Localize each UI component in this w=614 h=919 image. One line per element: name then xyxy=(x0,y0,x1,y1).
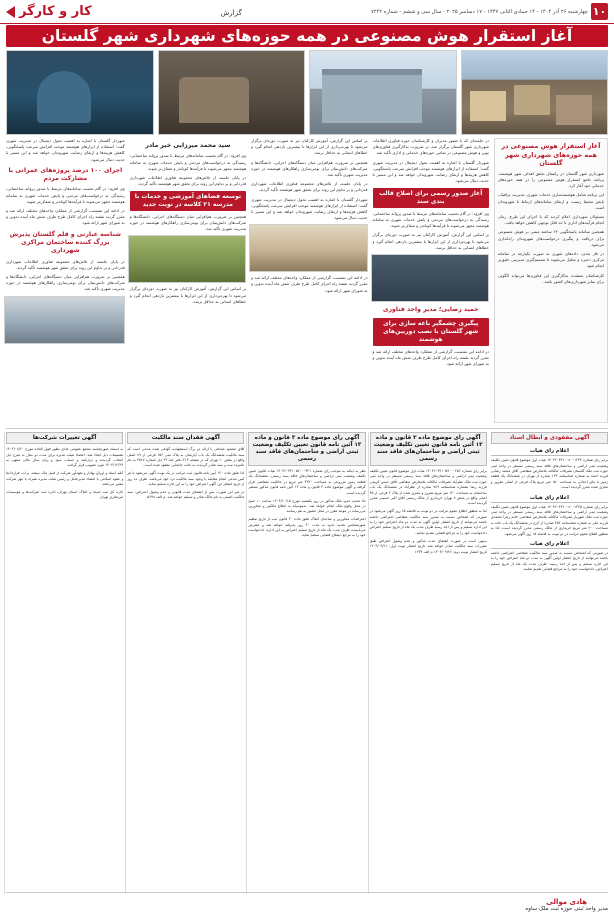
brand-logo xyxy=(6,4,92,19)
article-text xyxy=(373,349,489,368)
page-number: ۱۰ xyxy=(592,5,607,18)
section-divider xyxy=(6,428,608,429)
article-column-2 xyxy=(373,138,489,423)
photo-city-construction xyxy=(461,50,609,135)
article-paragraph: در پایان جلسه، از تلاش‌های مجموعه فناوری اطلاعات شهرداری قدردانی و بر تداوم این روند برای تحقق شهر هوشمند تأکید گردید. xyxy=(251,181,368,193)
article-column-5 xyxy=(6,138,125,423)
section-title: گزارش xyxy=(220,8,242,17)
article-paragraph: شهردار گلستان با اشاره به اهمیت تحول دیجیتال در مدیریت شهری گفت: استفاده از ابزارهای هوشمند موجب افزایش سرعت پاسخگویی، کاهش هزینه‌ها و ارتقای رضایت شهروندان خواهد شد و این مسیر با جدیت دنبال می‌شود. xyxy=(372,159,489,184)
footer-divider xyxy=(6,892,608,893)
ad-column-3 xyxy=(248,432,365,894)
ad-text xyxy=(6,447,123,501)
ad-text xyxy=(370,469,487,555)
ad-paragraph: لذا تحدید حدود ملک مذکور در روز یکشنبه مورخ ۱۴۰۴/۱۰/۱۵ ساعت ۱۰ صبح در محل وقوع ملک انجام خواهد شد. بدینوسیله به اطلاع مالکین و مجاورین می‌رساند در موعد مقرر در محل حضور به هم رسانند. xyxy=(248,498,366,514)
column-rule xyxy=(246,432,247,894)
ad-text xyxy=(491,458,608,490)
article-paragraph: همچنین بر ضرورت هم‌افزایی میان دستگاه‌های اجرایی، دانشگاه‌ها و شرکت‌های دانش‌بنیان برای بومی‌سازی راهکارهای هوشمند در حوزه مدیریت شهری تأکید شد. xyxy=(129,213,247,232)
ad-column-4 xyxy=(127,432,244,894)
article-text xyxy=(130,286,246,305)
ad-column-2-title: آگهی رای موضوع ماده ۳ قانون و ماده ۱۳ آئین نامه قانون تعیین تکلیف وضعیت ثبتی اراضی و ساختمان‌های فاقد سند رسمی xyxy=(370,432,487,466)
article-paragraph: وی افزود: در گام نخست سامانه‌های مرتبط با صدور پروانه ساختمانی، رسیدگی به درخواست‌های مردمی و پایش خدمات شهری به سامانه هوشمند مجهز می‌شوند تا فرآیندها کوتاه‌تر و شفاف‌تر شوند. xyxy=(372,210,489,229)
summary-paragraph: مسئولان شهرداری اعلام کردند که با اجرای این طرح، زمان انجام فرآیندهای اداری تا حد قابل توجهی کاهش خواهد یافت. xyxy=(497,214,604,226)
photo-mayor-portrait xyxy=(6,50,154,135)
ad-column-1 xyxy=(491,432,608,894)
article-text xyxy=(251,138,367,221)
photo-municipality-building xyxy=(309,50,457,135)
article-paragraph: بر اساس این گزارش، آموزش کارکنان نیز به صورت دوره‌ای برگزار می‌شود تا بهره‌برداری از این ابزارها با بیشترین بازدهی انجام گیرد و خطاهای انسانی به حداقل برسد. xyxy=(129,286,247,304)
ad-text xyxy=(491,551,608,573)
article-paragraph: شهردار گلستان با اشاره به اهمیت تحول دیجیتال در مدیریت شهری گفت: استفاده از ابزارهای هوشمند موجب افزایش سرعت پاسخگویی، کاهش هزینه‌ها و ارتقای رضایت شهروندان خواهد شد و این مسیر با جدیت دنبال می‌شود. xyxy=(5,138,125,162)
ad-subtitle: اعلام رای هیات xyxy=(491,448,608,456)
triangle-icon xyxy=(6,6,15,18)
dateline: چهارشنبه ۲۶ آذر ۱۴۰۴ - ۱۴ جمادی الثانی ۱۴۴۷ - ۱۷ دسامبر ۲۰۲۵ - سال سی و ششم - شماره ۷۲۲۲ xyxy=(370,8,588,15)
footer xyxy=(6,895,608,915)
ad-column-5 xyxy=(6,432,123,894)
summary-title: آغاز استقرار هوش مصنوعی در همه حوزه‌های شهرداری شهر گلستان xyxy=(501,142,601,168)
photo-caption-2: حمید رضایی؛ مدیر واحد فناوری xyxy=(382,306,479,314)
ad-text xyxy=(248,469,365,539)
article-body xyxy=(6,138,608,423)
article-text xyxy=(6,259,125,293)
ad-paragraph: آقای محمود صادقی با ارائه دو برگ استشهادیه گواهی شده مدعی است که سند مالکیت ششدانگ یک باب آپارتمان به پلاک ثبتی ۱۵۶ فرعی از ۸۹ اصلی واقع در بخش ۱۰ تهران که در صفحه ۲۱۴ دفتر جلد ۳۲ ذیل شماره ۴۵۶۷ به نام نامبرده ثبت و سند صادر گردیده، به علت جابجایی مفقود شده است. xyxy=(127,447,245,468)
signature-name: هادی موالی xyxy=(546,898,588,906)
ad-column-1-title: آگهی مفقودی و ابطال اسناد xyxy=(491,432,608,444)
ad-subtitle: اعلام رای هیات xyxy=(491,541,608,549)
ad-subtitle: اعلام رای هیات xyxy=(491,495,608,503)
ad-paragraph: اداره کل ثبت اسناد و املاک استان تهران، اداره ثبت شرکت‌ها و موسسات غیرتجاری تهران xyxy=(5,490,124,500)
ad-column-2 xyxy=(370,432,487,894)
ad-paragraph: در صورتی که اشخاص نسبت به صدور سند مالکیت متقاضی اعتراضی داشته باشند می‌توانند از تاریخ انتشار اولین آگهی به مدت دو ماه اعتراض خود را به این اداره تسلیم و پس از اخذ رسید، ظرف مدت یک ماه از تاریخ تسلیم اعتراض، دادخواست خود را به مراجع قضایی تقدیم نمایند. xyxy=(490,550,608,572)
photo-caption-1: سید محمد میرزایی خیر مادر xyxy=(145,142,231,149)
article-paragraph: بر اساس این گزارش، آموزش کارکنان نیز به صورت دوره‌ای برگزار می‌شود تا بهره‌برداری از این ابزارها با بیشترین بازدهی انجام گیرد و خطاهای انسانی به حداقل برسد. xyxy=(251,138,368,156)
article-column-3 xyxy=(251,138,367,423)
photo-meeting-room xyxy=(158,50,306,135)
photo-official-portrait xyxy=(371,254,489,302)
ad-paragraph: به استناد صورتجلسه مجمع عمومی عادی بطور فوق العاده مورخ ۱۴۰۴/۰۸/۲۰ تصمیمات ذیل اتخاذ شد: اعضاء هیئت مدیره برای مدت دو سال به شرح ذیل انتخاب گردیدند و ترازنامه و حساب سود و زیان سال مالی منتهی به ۱۴۰۳/۱۲/۲۹ مورد تصویب قرار گرفت. xyxy=(5,447,124,468)
article-column-4 xyxy=(130,138,246,423)
photo-street-view xyxy=(4,296,125,344)
ad-paragraph: برابر رای شماره ۱۴۰۴۶۰۳۳۱۰۵۷۰۰۰۲۵۶ هیات اول موضوع قانون تعیین تکلیف وضعیت ثبتی اراضی و ساختمان‌های فاقد سند رسمی مستقر در واحد ثبتی حوزه ثبت ملک نظرآباد تصرفات مالکانه بلامعارض متقاضی آقای حسن کریمی فرزند رضا بشماره شناسنامه ۷۸۹ صادره از نظرآباد در ششدانگ یک باب ساختمان به مساحت ۱۲۰ متر مربع مفروز و مجزی شده از پلاک ۲ فرعی از ۴۵ اصلی واقع در بخش ۸ تهران خریداری از مالک رسمی آقای اکبر حسینی محرز گردیده است. xyxy=(369,469,487,506)
ad-column-4-title: آگهی فقدان سند مالکیت xyxy=(127,432,244,444)
ad-column-center-title: آگهی رای موضوع ماده ۳ قانون و ماده ۱۳ آئین نامه قانون تعیین تکلیف وضعیت ثبتی اراضی و ساختمان‌های فاقد سند رسمی xyxy=(248,432,365,466)
summary-paragraph: شهرداری شهر گلستان در راستای تحقق اهداف شهر هوشمند، برنامه جامع استقرار هوش مصنوعی را در همه حوزه‌های خدماتی خود آغاز کرد. xyxy=(497,170,604,189)
article-lead xyxy=(373,138,489,184)
ad-paragraph: برابر رای شماره ۱۴۰۳۶۰۳۳۱۰۰۸۰۰۱۲۳۵ هیات اول موضوع قانون تعیین تکلیف وضعیت ثبتی اراضی و ساختمان‌های فاقد سند رسمی مستقر در واحد ثبتی حوزه ثبت ملک شهریار تصرفات مالکانه بلامعارض متقاضی خانم زهرا محمدی فرزند علی به شماره شناسنامه ۴۵۶ صادره از کرج در ششدانگ یک باب خانه به مساحت ۲۰۰ متر مربع خریداری از مالک رسمی محرز گردیده است. لذا به منظور اطلاع عموم مراتب در دو نوبت به فاصله ۱۵ روز آگهی می‌شود. xyxy=(490,504,608,536)
article-paragraph: همچنین بر ضرورت هم‌افزایی میان دستگاه‌های اجرایی، دانشگاه‌ها و شرکت‌های دانش‌بنیان برای بومی‌سازی راهکارهای هوشمند در حوزه مدیریت شهری تأکید شد. xyxy=(5,274,125,292)
summary-text xyxy=(498,171,604,285)
photo-strip xyxy=(6,50,608,135)
article-text xyxy=(130,214,246,233)
ad-paragraph: بدیهی است در صورت انقضای مدت مذکور و عدم وصول اعتراض طبق مقررات سند مالکیت صادر خواهد شد. تاریخ انتشار نوبت اول: ۱۴۰۴/۰۹/۱۱ تاریخ انتشار نوبت دوم: ۱۴۰۴/۰۹/۲۶ م الف ۱۲۳۴ xyxy=(369,538,487,554)
photo-document-signing xyxy=(249,224,367,272)
article-text xyxy=(373,211,489,251)
column-rule xyxy=(125,432,126,894)
ad-column-5-title: آگهی تغییرات شرکت‌ها xyxy=(6,432,123,444)
article-paragraph: وی افزود: در گام نخست سامانه‌های مرتبط با صدور پروانه ساختمانی، رسیدگی به درخواست‌های مردمی و پایش خدمات شهری به سامانه هوشمند مجهز می‌شوند تا فرآیندها کوتاه‌تر و شفاف‌تر شوند. xyxy=(129,153,247,171)
article-text xyxy=(130,153,246,187)
subhead-education-spaces: توسعه فضاهای آموزشی و خدمات با مدرسه ۲۱ کلاسه در نوبت جدید xyxy=(130,191,246,211)
article-paragraph: در ادامه این نشست، گزارشی از عملکرد واحدهای مختلف ارائه شد و مقرر گردید نقشه راه اجرای کامل طرح ظرف شش ماه آینده تدوین و به شورای شهر ارائه شود. xyxy=(372,348,489,367)
ad-paragraph: کلیه اسناد و اوراق بهادار و تعهدآور شرکت از قبیل چک، سفته، برات، قراردادها و عقود اسلامی با امضاء مدیرعامل و رئیس هیئت مدیره همراه با مهر شرکت معتبر می‌باشد. xyxy=(5,471,124,487)
subhead-ai-deployment: آغاز صدور رسمی برای اصلاح قالب بندی سند xyxy=(373,188,489,208)
ad-paragraph: برابر رای شماره ۱۴۰۳۶۰۳۳۱۰۰۸۰۰۱۲۳۴ هیات اول موضوع قانون تعیین تکلیف وضعیت ثبتی اراضی و ساختمان‌های فاقد سند رسمی مستقر در واحد ثبتی حوزه ثبت ملک گلستان تصرفات مالکانه بلامعارض متقاضی آقای محمد رضایی فرزند احمد به شماره شناسنامه ۱۲۳ صادره از تهران در ششدانگ یک قطعه زمین با بنای احداثی به مساحت ۱۵۰ متر مربع پلاک فرعی از اصلی مفروز و مجزی شده محرز گردیده است. xyxy=(490,458,608,490)
ad-paragraph: در غیر این صورت پس از انقضای مدت قانونی و عدم وصول اعتراض، سند مالکیت المثنی به نام مالک صادر و تسلیم خواهد شد. م الف ۵۶۷۸ xyxy=(127,490,245,500)
summary-column xyxy=(494,138,608,423)
column-rule xyxy=(368,432,369,894)
article-paragraph: در ادامه این نشست، گزارشی از عملکرد واحدهای مختلف ارائه شد و مقرر گردید نقشه راه اجرای کامل طرح ظرف شش ماه آینده تدوین و به شورای شهر ارائه شود. xyxy=(251,275,368,293)
ad-paragraph: لذا به منظور اطلاع عموم مراتب در دو نوبت به فاصله ۱۵ روز آگهی می‌شود در صورتی که اشخاص نسبت به صدور سند مالکیت متقاضی اعتراضی داشته باشند می‌توانند از تاریخ انتشار اولین آگهی به مدت دو ماه اعتراض خود را به این اداره تسلیم و پس از اخذ رسید ظرف مدت یک ماه از تاریخ تسلیم اعتراض دادخواست خود را به مراجع قضایی تقدیم نمایند. xyxy=(369,509,487,535)
article-paragraph: همچنین بر ضرورت هم‌افزایی میان دستگاه‌های اجرایی، دانشگاه‌ها و شرکت‌های دانش‌بنیان برای بومی‌سازی راهکارهای هوشمند در حوزه مدیریت شهری تأکید شد. xyxy=(251,159,368,177)
summary-paragraph: کارشناسان معتقدند به‌کارگیری این فناوری‌ها می‌تواند الگویی برای سایر شهرداری‌های کشور باشد. xyxy=(497,272,604,284)
article-paragraph: در ادامه این نشست، گزارشی از عملکرد واحدهای مختلف ارائه شد و مقرر گردید نقشه راه اجرای کامل طرح ظرف شش ماه آینده تدوین و به شورای شهر ارائه شود. xyxy=(5,208,125,226)
ad-text xyxy=(127,447,244,501)
ad-paragraph: لذا طبق ماده ۱۲۰ آیین نامه قانون ثبت مراتب در یک نوبت آگهی می‌شود تا هر کس مدعی انجام معامله یا وجود سند مالکیت نزد خود می‌باشد، ظرف ده روز از تاریخ انتشار این آگهی اعتراض خود را به این اداره تسلیم نماید. xyxy=(127,471,245,487)
article-text xyxy=(251,275,367,294)
summary-paragraph: همچنین سامانه پاسخگویی ۲۴ ساعته مبتنی بر هوش مصنوعی برای دریافت و پیگیری درخواست‌های شهروندان راه‌اندازی می‌شود. xyxy=(497,229,604,247)
article-paragraph: وی افزود: در گام نخست سامانه‌های مرتبط با صدور پروانه ساختمانی، رسیدگی به درخواست‌های مردمی و پایش خدمات شهری به سامانه هوشمند مجهز می‌شوند تا فرآیندها کوتاه‌تر و شفاف‌تر شوند. xyxy=(5,186,125,204)
summary-panel xyxy=(494,138,608,423)
article-paragraph: در پایان جلسه، از تلاش‌های مجموعه فناوری اطلاعات شهرداری قدردانی و بر تداوم این روند برای تحقق شهر هوشمند تأکید گردید. xyxy=(5,258,125,270)
summary-paragraph: این برنامه شامل هوشمندسازی خدمات شهری، مدیریت ترافیک، پایش محیط زیست و ارتقای سامانه‌های ارتباط با شهروندان است. xyxy=(497,192,604,210)
brand-name: کار و کارگر xyxy=(19,4,92,19)
ad-text xyxy=(491,505,608,537)
article-text xyxy=(6,186,125,226)
lead-paragraph: در جلسه‌ای که با حضور مدیران و کارشناسان حوزه فناوری اطلاعات شهرداری شهر گلستان برگزار شد، بر ضرورت به‌کارگیری فناوری‌های نوین و هوش مصنوعی در تمامی حوزه‌های خدماتی و اداری تأکید شد. xyxy=(372,138,489,156)
signature-block xyxy=(525,898,608,912)
ad-paragraph: نظر به اینکه به موجب رای شماره ۱۴۰۴۶۰۳۳۱۰۵۷۰۰۰۳۲۱ هیات قانون تعیین تکلیف وضعیت ثبتی اراضی و ساختمان‌های فاقد سند رسمی، ششدانگ یک قطعه زمین مزروعی به مساحت ۴۳۲۰ متر مربع در مالکیت متقاضی قرار گرفته و آگهی موضوع ماده ۳ قانون و ماده ۱۳ آئین نامه قانون مذکور منتشر گردیده است. xyxy=(248,469,366,495)
masthead xyxy=(0,0,614,24)
column-rule xyxy=(4,432,5,894)
summary-paragraph: در فاز بعدی، داده‌های شهری به صورت یکپارچه در سامانه مرکزی ذخیره و تحلیل می‌شوند تا تصمیم‌گیری مدیریتی دقیق‌تر انجام شود. xyxy=(497,250,604,269)
signature-title: مدیر واحد ثبتی حوزه ثبت ملک ساوه xyxy=(525,906,608,912)
page-title: آغاز استقرار هوش مصنوعی در همه حوزه‌های شهرداری شهر گلستان xyxy=(41,27,573,45)
article-paragraph: شهردار گلستان با اشاره به اهمیت تحول دیجیتال در مدیریت شهری گفت: استفاده از ابزارهای هوشمند موجب افزایش سرعت پاسخگویی، کاهش هزینه‌ها و ارتقای رضایت شهروندان خواهد شد و این مسیر با جدیت دنبال می‌شود. xyxy=(251,196,368,221)
headline-banner xyxy=(6,25,608,47)
subhead-building-identity: شناسه عبارتی و قلم گلستان پذیرش بزرگ کننده ساختمان مراکزی شهرداری xyxy=(9,230,121,255)
article-text xyxy=(6,138,125,163)
classifieds-section xyxy=(6,432,608,894)
ad-paragraph: اعتراضات مجاورین و صاحبان املاک طبق ماده ۲۰ قانون ثبت از تاریخ تنظیم صورتمجلس تحدید حدود به مدت ۳۰ روز پذیرفته خواهد شد و معترض می‌بایست ظرف مدت یک ماه از تاریخ تسلیم اعتراض به این اداره، دادخواست خود را به مرجع ذیصلاح قضایی تسلیم نماید. xyxy=(248,517,366,538)
subhead-smart-cameras: پیگیری چشمگیر باغه سازی برای شهر گلستان با نصب دوربین‌های هوشمند xyxy=(373,318,489,345)
article-paragraph: بر اساس این گزارش، آموزش کارکنان نیز به صورت دوره‌ای برگزار می‌شود تا بهره‌برداری از این ابزارها با بیشترین بازدهی انجام گیرد و خطاهای انسانی به حداقل برسد. xyxy=(372,232,489,250)
page-number-group xyxy=(371,3,608,20)
photo-green-space xyxy=(128,235,246,283)
article-paragraph: در پایان جلسه، از تلاش‌های مجموعه فناوری اطلاعات شهرداری قدردانی و بر تداوم این روند برای تحقق شهر هوشمند تأکید گردید. xyxy=(129,174,247,187)
subhead-public-participation: اجرای ۱۰۰ درصد پروژه‌های عمرانی با مشارکت مردم xyxy=(8,166,123,183)
